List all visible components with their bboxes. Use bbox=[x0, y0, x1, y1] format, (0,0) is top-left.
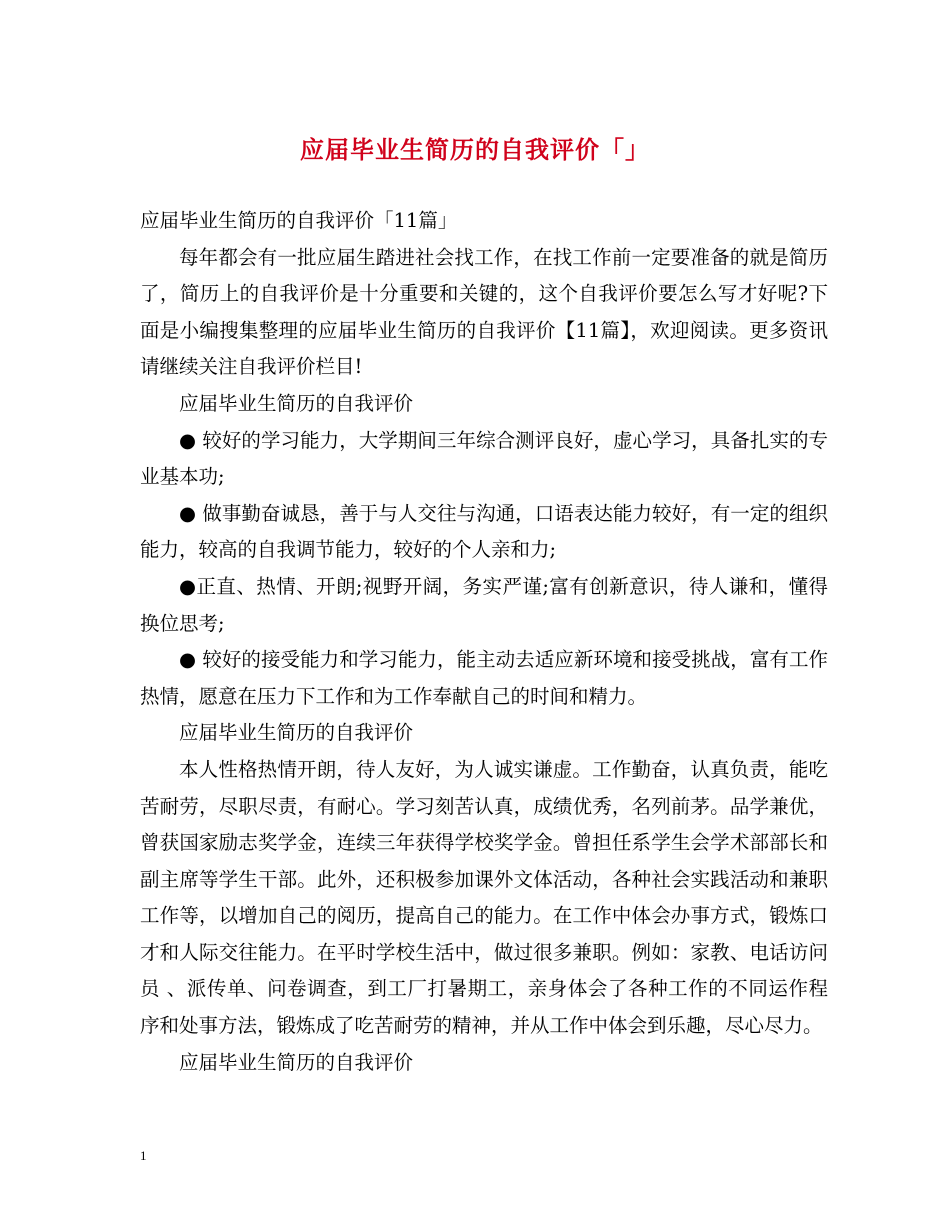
section-heading: 应届毕业生简历的自我评价 bbox=[179, 1050, 414, 1074]
bullet-item: ● 较好的接受能力和学习能力，能主动去适应新环境和接受挑战，富有工作热情，愿意在压力下工作和为工作奉献自己的时间和精力。 bbox=[140, 648, 828, 708]
document-title: 应届毕业生简历的自我评价「」 bbox=[300, 135, 650, 164]
bullet-item: ● 较好的学习能力，大学期间三年综合测评良好，虚心学习，具备扎实的专业基本功; bbox=[140, 428, 828, 489]
paragraph-intro: 每年都会有一批应届生踏进社会找工作，在找工作前一定要准备的就是简历了，简历上的自我评价是十分重要和关键的，这个自我评价要怎么写才好呢?下面是小编搜集整理的应届毕业生简历的自我评价【11篇】，欢迎阅读。更多资讯请继续关注自我评价栏目! bbox=[140, 245, 828, 379]
section-heading: 应届毕业生简历的自我评价 bbox=[179, 721, 414, 745]
paragraph-body: 本人性格热情开朗，待人友好，为人诚实谦虚。工作勤奋，认真负责，能吃苦耐劳，尽职尽责，有耐心。学习刻苦认真，成绩优秀，名列前茅。品学兼优，曾获国家励志奖学金，连续三年获得学校奖学金。曾担任系学生会学术部部长和副主席等学生干部。此外，还积极参加课外文体活动，各种社会实践活动和兼职工作等，以增加自己的阅历，提高自己的能力。在工作中体会办事方式，锻炼口才和人际交往能力。在平时学校生活中，做过很多兼职。例如：家教、电话访问员 、派传单、问卷调查，到工厂打暑期工，亲身体会了各种工作的不同运作程序和处事方法，锻炼成了吃苦耐劳的精神，并从工作中体会到乐趣，尽心尽力。 bbox=[140, 757, 828, 1038]
bullet-item: ● 做事勤奋诚恳，善于与人交往与沟通，口语表达能力较好，有一定的组织能力，较高的自我调节能力，较好的个人亲和力; bbox=[140, 501, 828, 562]
document-body bbox=[140, 203, 828, 1081]
section-heading: 应届毕业生简历的自我评价 bbox=[179, 391, 414, 415]
bullet-item: ●正直、热情、开朗;视野开阔，务实严谨;富有创新意识，待人谦和，懂得换位思考; bbox=[140, 574, 828, 635]
paragraph-subtitle: 应届毕业生简历的自我评价「11篇」 bbox=[140, 209, 458, 232]
page-number: 1 bbox=[140, 1148, 147, 1163]
